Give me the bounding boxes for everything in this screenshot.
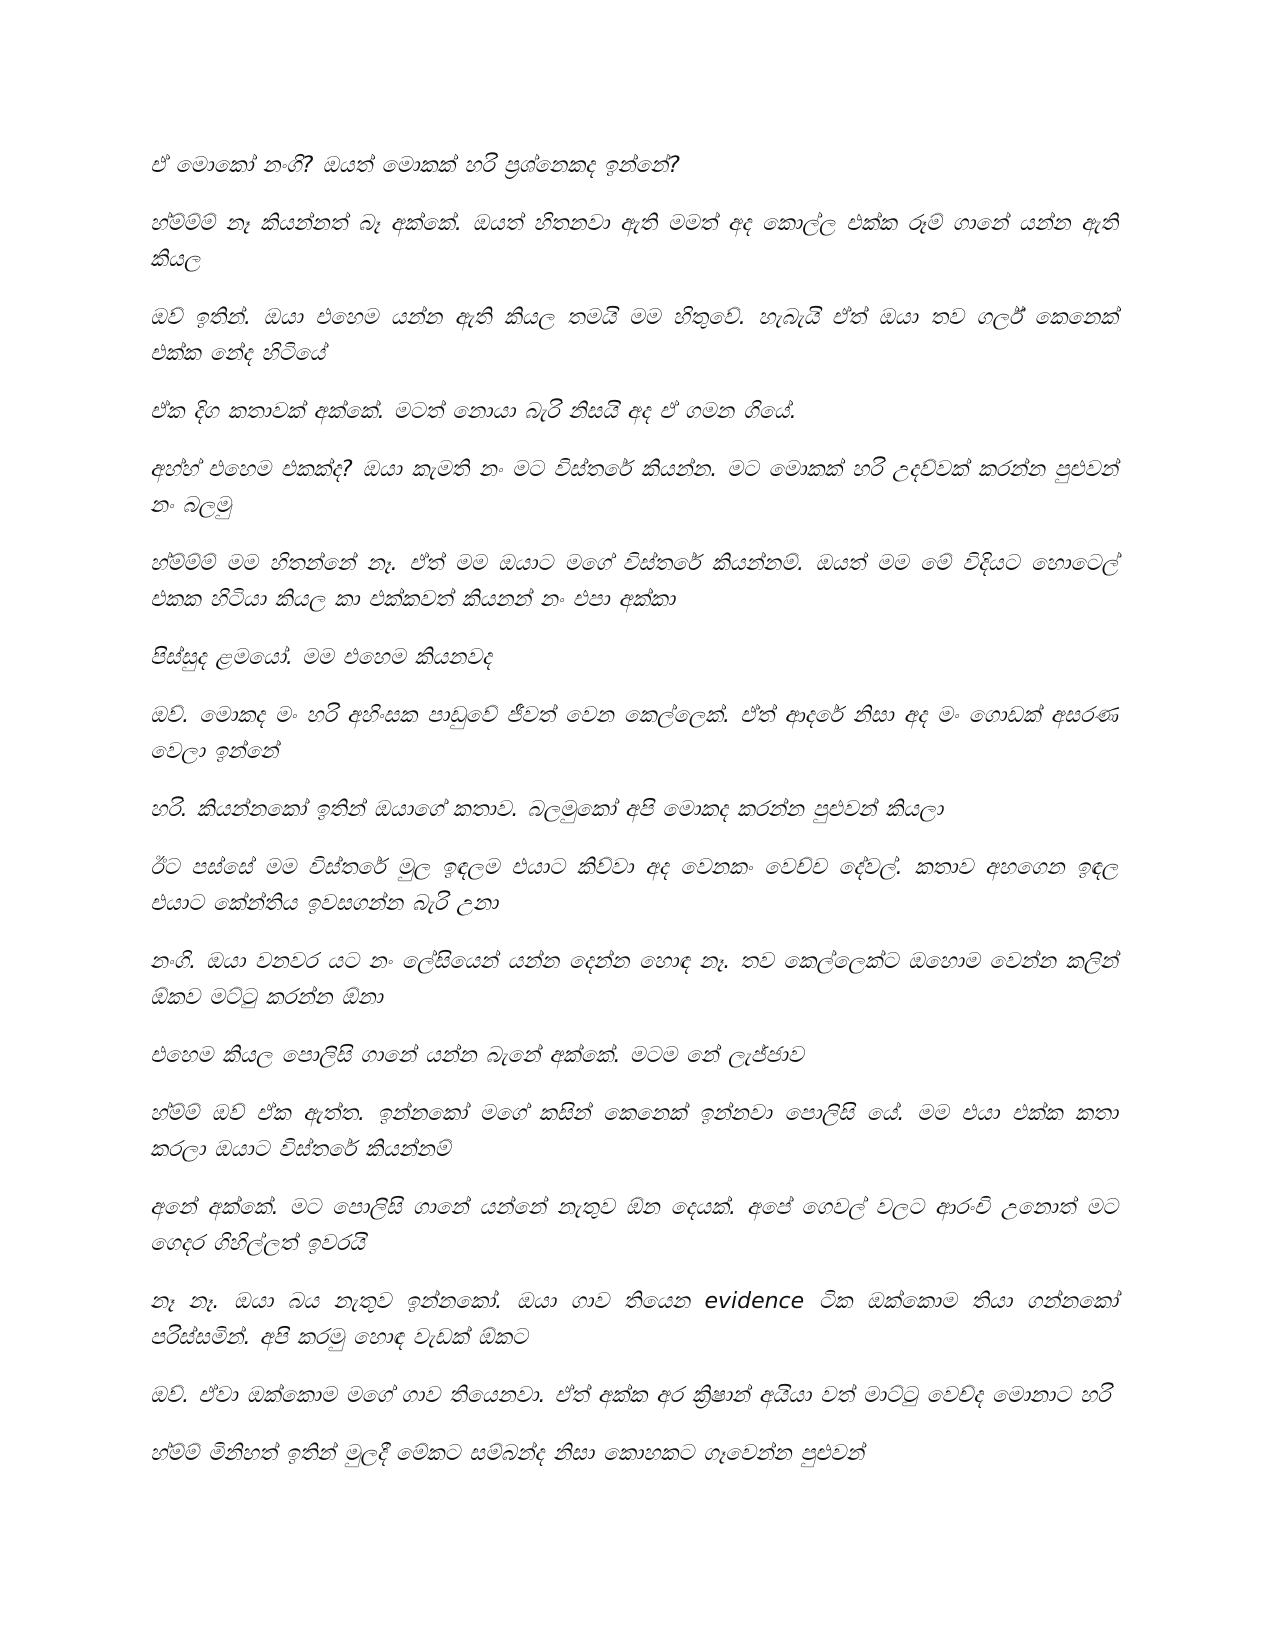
paragraph: ඒක දිග කතාවක් අක්කේ. මටත් නොයා බැරි නිසයි අද ඒ ගමන ගියේ. xyxy=(150,399,797,424)
paragraph: ඒ මොකෝ නංගි? ඔයත් මොකක් හරි ප්‍රශ්නෙකද ඉන්නේ? xyxy=(150,153,680,178)
text-column xyxy=(150,148,1118,1494)
paragraph: ඔව්. ඒවා ඔක්කොම මගේ ගාව තියෙනවා. ඒත් අක්ක අර ක්‍රිෂාන් අයියා වත් මාට්ටු වෙච්ද මොනාට හරි xyxy=(150,1383,1111,1408)
paragraph: හ්ම්ම්ම් නෑ කියන්නත් බෑ අක්කේ. ඔයත් හිතනවා ඇති මමත් අද කොල්ල එක්ක රූම් ගානේ යන්න ඇති කියල xyxy=(150,211,1118,272)
paragraph: අහ්හ් එහෙම එකක්ද? ඔයා කැමති නං මට විස්තරේ කියන්න. මට මොකක් හරි උදව්වක් කරන්න පුළුවන් නං බලමු xyxy=(150,457,1118,518)
paragraph: ඔව් ඉතින්. ඔයා එහෙම යන්න ඇති කියල තමයි මම හිතුවේ. හැබැයි ඒත් ඔයා තව ගර්ල් කෙනෙක් එක්ක නේද හිටියේ xyxy=(150,305,1118,366)
paragraph: නංගි. ඔයා වනවර යට නං ලේසියෙන් යන්න දෙන්න හොඳ නෑ. තව කෙල්ලෙක්ට ඔහොම වෙන්න කලින් ඕකව මට්ටු කරන්න ඕනා xyxy=(150,949,1118,1010)
paragraph: පිස්සුද ළමයෝ. මම එහෙම කියනවද xyxy=(150,645,492,670)
paragraph: හ්ම්ම් මිනිහත් ඉතින් මුලදී මේකට සම්බන්ද නිසා කොහකට ගෑවෙන්න පුළුවන් xyxy=(150,1441,864,1466)
paragraph: එහෙම කියල පොලිසි ගානේ යන්න බැනේ අක්කේ. මටම නේ ලැජ්ජාව xyxy=(150,1043,804,1068)
paragraph: ඔව්. මොකද මං හරි අහිංසක පාඩුවේ ජීවත් වෙන කෙල්ලෙක්. ඒත් ආදරේ නිසා අද මං ගොඩක් අසරණ වෙලා ඉන්නේ xyxy=(150,703,1118,764)
paragraph: හරි. කියන්නකෝ ඉතින් ඔයාගේ කතාව. බලමුකෝ අපි මොකද කරන්න පුළුවන් කියලා xyxy=(150,797,943,822)
paragraph: අනේ අක්කේ. මට පොලිසි ගානේ යන්නේ නැතුව ඕන දෙයක්. අපේ ගෙවල් වලට ආරංචි උනොත් මට ගෙදර ගිහිල්ලත් ඉවරයි xyxy=(150,1195,1118,1256)
paragraph: ඊට පස්සේ මම විස්තරේ මුල ඉඳලම එයාට කිව්වා අද වෙනකං වෙච්ච දේවල්. කතාව අහගෙන ඉඳල එයාට කේන්තිය ඉවසගන්න බැරි උනා xyxy=(150,855,1118,916)
paragraph: හ්ම්ම් ඔව් ඒක ඇත්ත. ඉන්නකෝ මගේ කසින් කෙනෙක් ඉන්නවා පොලිසි යේ. මම එයා එක්ක කතා කරලා ඔයාට විස්තරේ කියන්නම් xyxy=(150,1101,1118,1162)
paragraph: නෑ නෑ. ඔයා බය නැතුව ඉන්නකෝ. ඔයා ගාව තියෙන evidence ටික ඔක්කොම තියා ගන්නකෝ පරිස්සමින්. අපි කරමු හොඳ වැඩක් ඕකට xyxy=(150,1289,1118,1350)
paragraph: හ්ම්ම්ම් මම හිතන්නේ නෑ. ඒත් මම ඔයාට මගේ විස්තරේ කියන්නම්. ඔයත් මම මේ විදියට හොටෙල් එකක හිටියා කියල කා එක්කවත් කියනන් නං එපා අක්කා xyxy=(150,551,1118,612)
